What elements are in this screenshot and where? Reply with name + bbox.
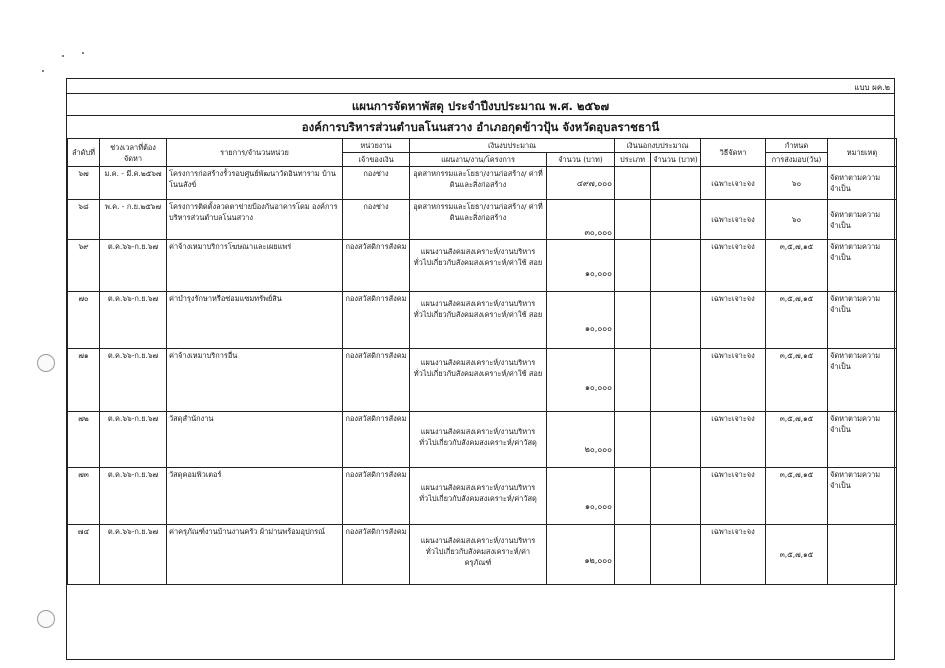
- row-plan: แผนงานสังคมสงเคราะห์/งานบริหาร ทั่วไปเกี่ยวกับสังคมสงเคราะห์/ค่า ครุภัณฑ์: [410, 525, 547, 585]
- header-type: ประเภท: [615, 153, 651, 167]
- table-row: [68, 240, 897, 292]
- row-type: [615, 525, 651, 585]
- row-period: ต.ค.๖๖-ก.ย.๖๗: [100, 349, 167, 412]
- row-plan: แผนงานสังคมสงเคราะห์/งานบริหาร ทั่วไปเกี่ยวกับสังคมสงเคราะห์/ค่าใช้ สอย: [410, 349, 547, 412]
- table-row: [68, 349, 897, 412]
- row-due: ๓,๕,๗,๑๕: [766, 525, 828, 585]
- row-amount: ๒๐,๐๐๐: [547, 412, 615, 468]
- table-row: [68, 292, 897, 349]
- row-method: เฉพาะเจาะจง: [701, 240, 766, 292]
- row-plan: แผนงานสังคมสงเคราะห์/งานบริหาร ทั่วไปเกี่ยวกับสังคมสงเคราะห์/ค่าวัสดุ: [410, 468, 547, 525]
- row-due: ๓,๕,๗,๑๕: [766, 292, 828, 349]
- table-row: [68, 200, 897, 240]
- binder-hole: [37, 610, 55, 628]
- row-item: โครงการติดตั้งลวดตาข่ายป้องกันอาคารโดม องค์การบริหารส่วนตำบลโนนสวาง: [167, 200, 343, 240]
- row-item: วัสดุสำนักงาน: [167, 412, 343, 468]
- row-item: ค่าจ้างเหมาบริการอื่น: [167, 349, 343, 412]
- header-budget: เงินงบประมาณ: [410, 139, 615, 153]
- row-note: จัดหาตามความจำเป็น: [828, 292, 897, 349]
- row-note: จัดหาตามความจำเป็น: [828, 200, 897, 240]
- row-note: จัดหาตามความจำเป็น: [828, 349, 897, 412]
- row-period: ต.ค.๖๖-ก.ย.๖๗: [100, 525, 167, 585]
- row-period: ต.ค.๖๖-ก.ย.๖๗: [100, 240, 167, 292]
- row-amount: ๑๐,๐๐๐: [547, 468, 615, 525]
- row-note: จัดหาตามความจำเป็น: [828, 167, 897, 200]
- row-no: ๖๗: [68, 167, 100, 200]
- row-method: เฉพาะเจาะจง: [701, 468, 766, 525]
- page-subtitle: องค์การบริหารส่วนตำบลโนนสวาง อำเภอกุดข้าวปุ้น จังหวัดอุบลราชธานี: [301, 120, 660, 134]
- row-no: ๖๙: [68, 240, 100, 292]
- row-due: ๓,๕,๗,๑๕: [766, 468, 828, 525]
- form-code: แบบ ผค.๒: [854, 83, 890, 92]
- row-plan: แผนงานสังคมสงเคราะห์/งานบริหาร ทั่วไปเกี่ยวกับสังคมสงเคราะห์/ค่าใช้ สอย: [410, 292, 547, 349]
- header-note: หมายเหตุ: [828, 139, 897, 167]
- row-no: ๗๓: [68, 468, 100, 525]
- header-method: วิธีจัดหา: [701, 139, 766, 167]
- row-amount: ๑๐,๐๐๐: [547, 240, 615, 292]
- row-unit: กองสวัสดิการสังคม: [343, 349, 410, 412]
- header-off-amount: จำนวน (บาท): [651, 153, 701, 167]
- row-item: ค่าบำรุงรักษาหรือซ่อมแซมทรัพย์สิน: [167, 292, 343, 349]
- row-no: ๗๐: [68, 292, 100, 349]
- row-unit: กองสวัสดิการสังคม: [343, 292, 410, 349]
- row-item: ค่าจ้างเหมาบริการโฆษณาและเผยแพร่: [167, 240, 343, 292]
- row-type: [615, 240, 651, 292]
- row-off-amount: [651, 468, 701, 525]
- row-no: ๗๑: [68, 349, 100, 412]
- scan-speck: [42, 70, 44, 72]
- header-unit-owner: เจ้าของเงิน: [343, 153, 410, 167]
- row-unit: กองสวัสดิการสังคม: [343, 240, 410, 292]
- row-note: จัดหาตามความจำเป็น: [828, 240, 897, 292]
- row-off-amount: [651, 525, 701, 585]
- row-unit: กองสวัสดิการสังคม: [343, 412, 410, 468]
- table-row: [68, 525, 897, 585]
- binder-hole: [37, 354, 55, 372]
- row-note: จัดหาตามความจำเป็น: [828, 468, 897, 525]
- row-period: พ.ค. - ก.ย.๒๕๖๗: [100, 200, 167, 240]
- procurement-plan-sheet: [66, 78, 895, 660]
- row-period: ต.ค.๖๖-ก.ย.๖๗: [100, 412, 167, 468]
- table-row: [68, 412, 897, 468]
- row-due: ๖๐: [766, 200, 828, 240]
- header-due: กำหนด: [766, 139, 828, 153]
- page-title: แผนการจัดหาพัสดุ ประจำปีงบประมาณ พ.ศ. ๒๕๖๗: [351, 99, 610, 113]
- table-row: [68, 167, 897, 200]
- header-item: รายการ/จำนวนหน่วย: [167, 139, 343, 167]
- row-unit: กองช่าง: [343, 167, 410, 200]
- row-period: ต.ค.๖๖-ก.ย.๖๗: [100, 292, 167, 349]
- row-method: เฉพาะเจาะจง: [701, 412, 766, 468]
- row-amount: ๑๐,๐๐๐: [547, 292, 615, 349]
- scan-speck: [82, 52, 84, 54]
- row-method: เฉพาะเจาะจง: [701, 200, 766, 240]
- scan-speck: [62, 55, 64, 57]
- row-off-amount: [651, 292, 701, 349]
- row-method: เฉพาะเจาะจง: [701, 349, 766, 412]
- row-unit: กองช่าง: [343, 200, 410, 240]
- header-no: ลำดับที่: [68, 139, 100, 167]
- table-row: [68, 468, 897, 525]
- row-off-amount: [651, 412, 701, 468]
- row-item: ค่าครุภัณฑ์งานบ้านงานครัว ผ้าม่านพร้อมอุปกรณ์: [167, 525, 343, 585]
- row-no: ๖๘: [68, 200, 100, 240]
- row-unit: กองสวัสดิการสังคม: [343, 468, 410, 525]
- row-off-amount: [651, 349, 701, 412]
- row-type: [615, 200, 651, 240]
- row-off-amount: [651, 167, 701, 200]
- row-plan: แผนงานสังคมสงเคราะห์/งานบริหาร ทั่วไปเกี่ยวกับสังคมสงเคราะห์/ค่าใช้ สอย: [410, 240, 547, 292]
- header-plan: แผนงาน/งาน/โครงการ: [410, 153, 547, 167]
- row-off-amount: [651, 200, 701, 240]
- divider: [67, 115, 894, 116]
- row-note: จัดหาตามความจำเป็น: [828, 412, 897, 468]
- row-amount: ๑๒,๐๐๐: [547, 525, 615, 585]
- row-period: ม.ค. - มี.ค.๒๕๖๗: [100, 167, 167, 200]
- row-type: [615, 412, 651, 468]
- row-due: ๓,๕,๗,๑๕: [766, 240, 828, 292]
- row-type: [615, 468, 651, 525]
- header-amount: จำนวน (บาท): [547, 153, 615, 167]
- row-off-amount: [651, 240, 701, 292]
- row-unit: กองสวัสดิการสังคม: [343, 525, 410, 585]
- header-offbudget: เงินนอกงบประมาณ: [615, 139, 701, 153]
- divider: [67, 93, 894, 94]
- row-due: ๓,๕,๗,๑๕: [766, 412, 828, 468]
- row-plan: อุตสาหกรรมและโยธา/งานก่อสร้าง/ ค่าที่ดินและสิ่งก่อสร้าง: [410, 167, 547, 200]
- row-due: ๓,๕,๗,๑๕: [766, 349, 828, 412]
- row-plan: แผนงานสังคมสงเคราะห์/งานบริหาร ทั่วไปเกี่ยวกับสังคมสงเคราะห์/ค่าวัสดุ: [410, 412, 547, 468]
- row-amount: ๔๙๗,๐๐๐: [547, 167, 615, 200]
- row-type: [615, 292, 651, 349]
- row-item: โครงการก่อสร้างรั้วรอบศูนย์พัฒนาวัดอินทาราม บ้านโนนสังข์: [167, 167, 343, 200]
- row-no: ๗๔: [68, 525, 100, 585]
- row-no: ๗๒: [68, 412, 100, 468]
- row-type: [615, 349, 651, 412]
- row-item: วัสดุคอมพิวเตอร์: [167, 468, 343, 525]
- row-period: ต.ค.๖๖-ก.ย.๖๗: [100, 468, 167, 525]
- header-period: ช่วงเวลาที่ต้องจัดหา: [100, 139, 167, 167]
- row-note: [828, 525, 897, 585]
- row-method: เฉพาะเจาะจง: [701, 167, 766, 200]
- row-method: เฉพาะเจาะจง: [701, 525, 766, 585]
- row-type: [615, 167, 651, 200]
- row-plan: อุตสาหกรรมและโยธา/งานก่อสร้าง/ ค่าที่ดินและสิ่งก่อสร้าง: [410, 200, 547, 240]
- row-amount: ๑๐,๐๐๐: [547, 349, 615, 412]
- procurement-table: [67, 138, 897, 585]
- header-unit: หน่วยงาน: [343, 139, 410, 153]
- row-due: ๖๐: [766, 167, 828, 200]
- row-method: เฉพาะเจาะจง: [701, 292, 766, 349]
- row-amount: ๓๐,๐๐๐: [547, 200, 615, 240]
- header-due-days: การส่งมอบ(วัน): [766, 153, 828, 167]
